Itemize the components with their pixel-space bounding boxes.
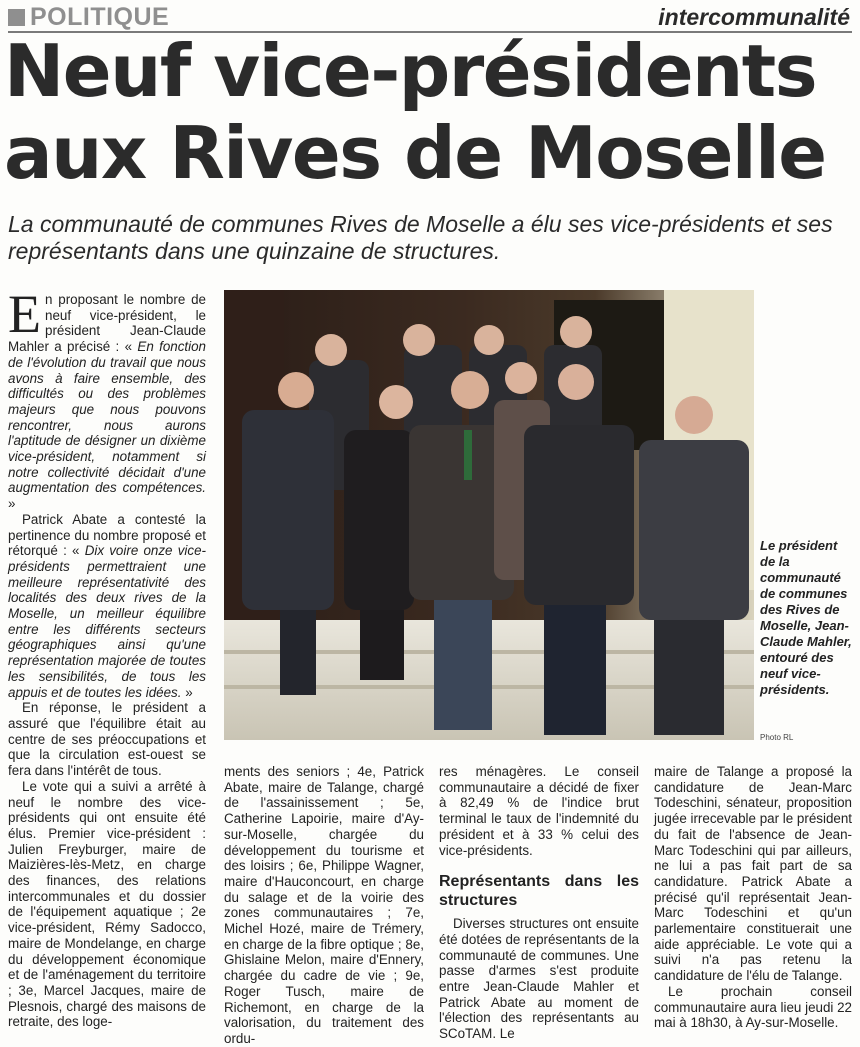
topic-label: intercommunalité bbox=[658, 4, 850, 30]
paragraph-next-council: Le prochain conseil communautaire aura lieu jeudi 22 mai à 18h30, à Ay-sur-Moselle. bbox=[654, 983, 853, 1031]
paragraph-vice-presidents: ments des seniors ; 4e, Patrick Abate, maire de Talange, chargé de l'assainissement ; 5e, Catherine Lapoirie, maire d'Ay-sur-Moselle, chargée du développement du tourisme et des loisirs ; 6e, Philippe Wagner, maire d'Hauconcourt, en charge du salage et de la voirie des zones communautaires ; 7e, Michel Hozé, maire de Trémery, en charge de la fibre optique ; 8e, Ghislaine Melon, maire d'Ennery, chargée du cadre de vie ; 9e, Roger Tusch, maire de Richemont, en charge de la valorisation, du traitement des ordu- bbox=[224, 764, 424, 1046]
column-3 bbox=[439, 764, 639, 1042]
column-2 bbox=[224, 764, 424, 1047]
paragraph-reply: En réponse, le président a assuré que l'équilibre était au centre de ses préoccupations et que la circulation est-ouest se fera dans l'intérêt de tous. bbox=[8, 700, 206, 779]
rubric-square-icon bbox=[8, 9, 25, 26]
photo-credit: Photo RL bbox=[760, 733, 794, 742]
column-4 bbox=[654, 764, 852, 1031]
drop-cap: E bbox=[8, 284, 41, 344]
headline bbox=[4, 30, 856, 194]
paragraph-abate: Patrick Abate a contesté la pertinence du nombre proposé et rétorqué : « Dix voire onze vice-présidents permettraient une meilleure représentativité des localités des deux rives de la Moselle, un meilleur équilibre entre les différents secteurs géographiques ainsi qu'une représentation majorée de toutes les sensibilités, de tous les appuis et de toutes les idées. » bbox=[8, 511, 206, 700]
paragraph-intro: En proposant le nombre de neuf vice-président, le président Jean-Claude Mahler a précisé : « En fonction de l'évolution du travail que nous avons à faire ensemble, des difficultés ou des problèmes majeurs que nous pouvons rencontrer, nous aurons l'aptitude de désigner un dixième vice-président, notamment si notre collectivité décidait d'une augmentation des compétences. » bbox=[8, 284, 207, 512]
paragraph-todeschini: maire de Talange a proposé la candidature de Jean-Marc Todeschini, sénateur, proposition jugée irrecevable par le président du fait de l'absence de Jean-Marc Todeschini qui par ailleurs, ne lui a pas fait part de sa candidature. Patrick Abate a précisé qu'il représentait Jean-Marc Todeschini et qu'un parlementaire constituerait une aide appréciable. Le vote qui a suivi n'a pas retenu la candidature de l'élu de Talange. bbox=[654, 764, 853, 984]
section-label: POLITIQUE bbox=[30, 2, 170, 31]
paragraph-structures: Diverses structures ont ensuite été dotées de représentants de la communauté de communes. Une passe d'armes s'est produite entre Jean-Claude Mahler et Patrick Abate au moment de l'élection des représentants au SCoTAM. Le bbox=[439, 916, 639, 1042]
group-photo bbox=[224, 290, 754, 740]
column-1 bbox=[8, 284, 207, 1030]
paragraph-vote: Le vote qui a suivi a arrêté à neuf le nombre des vice-présidents qui ont ensuite été élus. Premier vice-président : Julien Freyburger, maire de Maizières-lès-Metz, en charge des finances, des relations intercommunales et du dossier de l'équipement aquatique ; 2e vice-président, Rémy Sadocco, maire de Mondelange, en charge du développement économique et de l'aménagement du territoire ; 3e, Marcel Jacques, maire de Plesnois, chargé des maisons de retraite, des loge- bbox=[8, 778, 206, 1030]
section-rubric bbox=[8, 4, 169, 30]
photo-caption: Le président de la communauté de communes des Rives de Moselle, Jean-Claude Mahler, entouré des neuf vice-présidents. bbox=[760, 538, 852, 697]
paragraph-indemnity: res ménagères. Le conseil communautaire a décidé de fixer à 82,49 % de l'indice brut terminal le taux de l'indemnité du président et à 33 % celui des vice-présidents. bbox=[439, 764, 639, 858]
headline-line-1: Neuf vice-présidents bbox=[4, 29, 817, 113]
headline-line-2: aux Rives de Moselle bbox=[4, 111, 826, 195]
subheading-structures: Représentants dans les structures bbox=[439, 873, 639, 910]
standfirst: La communauté de communes Rives de Moselle a élu ses vice-présidents et ses représentants dans une quinzaine de structures. bbox=[8, 211, 833, 264]
